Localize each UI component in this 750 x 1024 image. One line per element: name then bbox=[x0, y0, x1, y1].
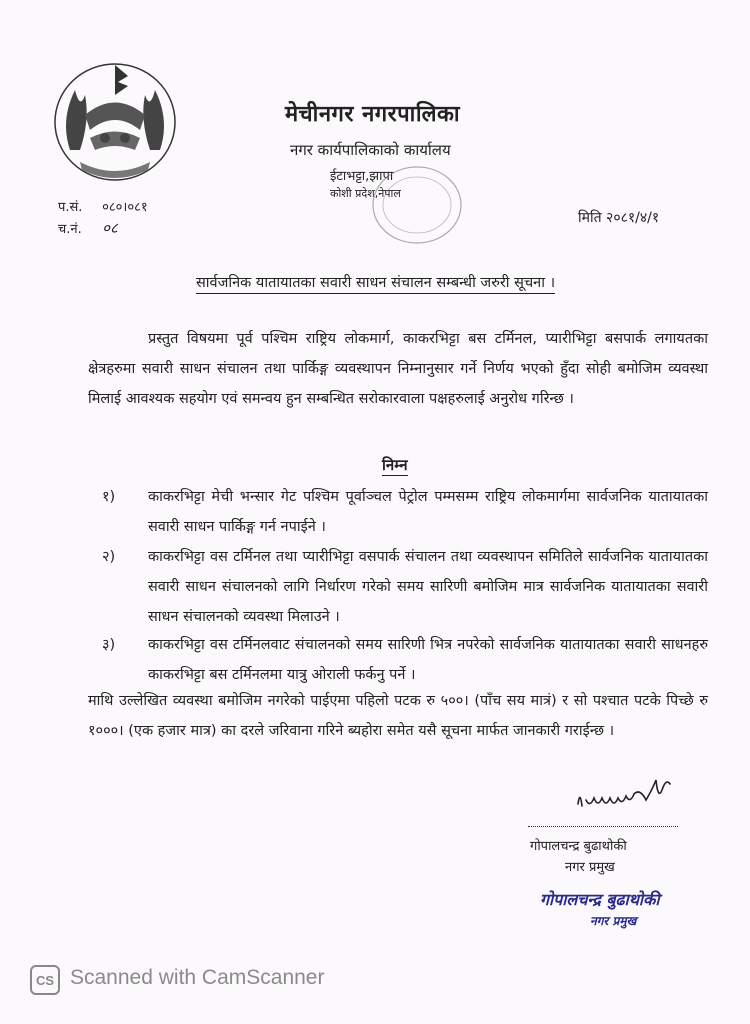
signatory-stamp-name: गोपालचन्द्र बुढाथोकी bbox=[540, 890, 660, 909]
subject-line: सार्वजनिक यातायातका सवारी साधन संचालन सम्बन्धी जरुरी सूचना । bbox=[196, 272, 555, 294]
office-subtitle: नगर कार्यपालिकाको कार्यालय bbox=[290, 141, 451, 159]
signature-line bbox=[528, 826, 678, 827]
list-item-text: काकरभिट्टा वस टर्मिनलवाट संचालनको समय सारिणी भित्र नपरेको सार्वजनिक यातायातका सवारी साधनहरु काकरभिट्टा बस टर्मिनलमा यात्रु ओराली फर्कनु पर्ने । bbox=[148, 637, 708, 683]
signatory-title: नगर प्रमुख bbox=[565, 860, 615, 875]
nepal-emblem-icon bbox=[40, 50, 190, 190]
document-date: मिति २०८१/४/१ bbox=[578, 210, 660, 226]
list-item-number: १) bbox=[102, 489, 116, 505]
signatory-stamp-title: नगर प्रमुख bbox=[590, 914, 637, 928]
office-name: मेचीनगर नगरपालिका bbox=[285, 102, 461, 127]
list-item-number: २) bbox=[102, 549, 116, 565]
office-stamp-icon bbox=[345, 160, 465, 250]
office-address: ईटाभट्टा,झापा bbox=[330, 169, 394, 184]
chalani-label: च.नं. bbox=[58, 222, 82, 237]
list-item bbox=[88, 630, 708, 690]
list-heading: निम्न bbox=[382, 456, 408, 474]
closing-paragraph: माथि उल्लेखित व्यवस्था बमोजिम नगरेको पाईएमा पहिलो पटक रु ५००। (पाँच सय मात्रं) र सो पश्चात पटके पिच्छे रु १०००। (एक हजार मात्र) का दरले जरिवाना गरिने ब्यहोरा समेत यसै सूचना मार्फत जानकारी गराईन्छ । bbox=[88, 693, 708, 739]
list-item-number: ३) bbox=[102, 637, 116, 653]
list-item bbox=[88, 542, 708, 632]
patra-label: प.सं. bbox=[58, 200, 83, 215]
office-province: कोशी प्रदेश,नेपाल bbox=[330, 187, 401, 200]
patra-value: ०८०।०८१ bbox=[102, 200, 148, 215]
list-item bbox=[88, 482, 708, 542]
intro-paragraph: प्रस्तुत विषयमा पूर्व पश्चिम राष्ट्रिय लोकमार्ग, काकरभिट्टा बस टर्मिनल, प्यारीभिट्टा बसपार्क लगायतका क्षेत्रहरुमा सवारी साधन संचालन तथा पार्किङ्ग व्यवस्थापन निम्नानुसार गर्ने निर्णय भएको हुँदा सोही बमोजिम व्यवस्था मिलाई आवश्यक सहयोग एवं समन्वय हुन सम्बन्धित सरोकारवाला पक्षहरुलाई अनुरोध गरिन्छ । bbox=[88, 331, 708, 407]
camscanner-logo-icon: CS bbox=[30, 965, 60, 995]
reference-block bbox=[58, 198, 148, 240]
signature-icon bbox=[570, 770, 690, 820]
watermark-text: Scanned with CamScanner bbox=[70, 966, 325, 989]
list-item-text: काकरभिट्टा मेची भन्सार गेट पश्चिम पूर्वाञ्चल पेट्रोल पम्मसम्म राष्ट्रिय लोकमार्गमा सार्वजनिक यातायातका सवारी साधन पार्किङ्ग गर्न नपाईने । bbox=[148, 489, 708, 535]
chalani-value: ०८ bbox=[102, 219, 118, 237]
list-item-text: काकरभिट्टा वस टर्मिनल तथा प्यारीभिट्टा वसपार्क संचालन तथा व्यवस्थापन समितिले सार्वजनिक यातायातका सवारी साधन संचालनको लागि निर्धारण गरेको समय सारिणी बमोजिम मात्र सार्वजनिक यातायातका सवारी साधन संचालनको व्यवस्था मिलाउने । bbox=[148, 549, 708, 625]
signatory-name: गोपालचन्द्र बुढाथोकी bbox=[530, 839, 627, 854]
